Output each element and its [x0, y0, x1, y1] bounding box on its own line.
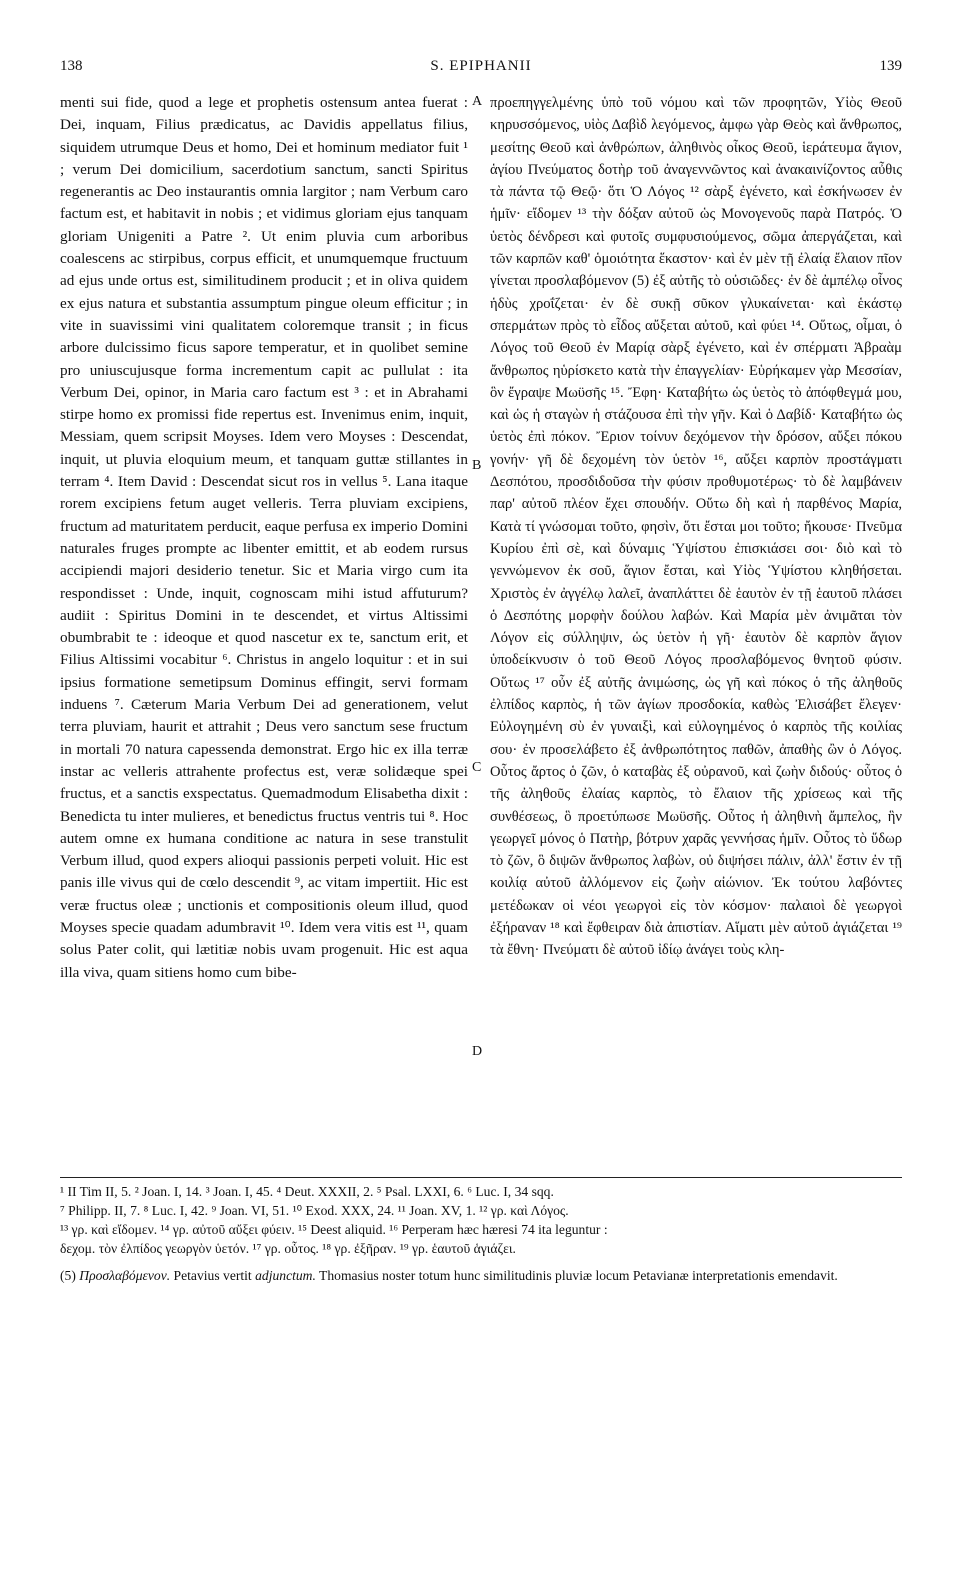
- footnote-line: ⁷ Philipp. II, 7. ⁸ Luc. I, 42. ⁹ Joan. VI, 51. ¹⁰ Exod. XXX, 24. ¹¹ Joan. XV, 1. ¹² γρ. καὶ Λόγος.: [60, 1203, 569, 1218]
- latin-text: menti sui fide, quod a lege et prophetis ostensum antea fuerat : Dei, inquam, Filius prædicatus, ac Davidis appellatus filius, siquidem utrumque Deus et homo, Dei et hominum mediator fuit ¹ ; verum Dei domicilium, sacerdotium sanctum, sancti Spiritus regenerantis ac Deo instaurantis omnia largitor ; nam Verbum caro factum est, et habitavit in nobis ; et vidimus gloriam ejus tanquam gloriam Unigeniti a Patre ². Ut enim pluvia cum arboribus coalescens ac stirpibus, corpus efficit, et unumquemque fructuum ad ejus unde ortus est, similitudinem producit ; et in oliva quidem ex ejus natura et substantia assumptum pingue oleum efficitur ; in vite in suavissimi vini qualitatem coloremque transit ; in ficus arbore dulcissimo ficus sapore temperatur, et in quolibet semine pro uniuscujusque forma incrementum capit ac pullulat : ita Verbum Dei, opinor, in Maria caro factum est ³ : et in Abrahami stirpe homo ex promissi fide repertus est. Invenimus enim, inquit, Messiam, quem scripsit Moyses. Idem vero Moyses : Descendat, inquit, ut pluvia eloquium meum, et tanquam guttæ stillantes in terram ⁴. Item David : Descendat sicut ros in vellus ⁵. Lana itaque rorem excipiens fetum auget velleris. Terra pluviam excipiens, fructum ad maturitatem perducit, eaque perfusa ex imperio Domini naturales fruges prompte ac libenter emittit, et ab eodem rursus accipiendi majori desiderio tenetur. Sic et Maria virgo cum ita respondisset : Unde, inquit, cognoscam mihi istud affuturum? audiit : Spiritus Domini in te descendet, et virtus Altissimi obumbrabit te : ideoque et quod nascetur ex te, sanctum erit, et Filius Altissimi vocabitur ⁶. Christus in angelo loquitur : et in sui ipsius formatione semetipsum Dominus effingit, servi formam induens ⁷. Cæterum Maria Verbum Dei ad generationem, velut terra pluviam, haurit et attrahit ; Deus vero sanctum sese fructum in mortali 70 natura capessenda demonstrat. Ergo hic ex illa terræ instar ac velleris attrahente profectus est, veræ solidæque spei fructus, et a sanctis exspectatus. Quemadmodum Elisabetha dixit : Benedicta tu inter mulieres, et benedictus fructus ventris tui ⁸. Hoc autem omne ex humana conditione ac natura in sese transtulit Verbum illud, quod expers alioqui passionis perpeti voluit. Hic est panis ille vivus qui de cœlo descendit ⁹, ac vitam impertiit. Hic est veræ fructus oleæ ; unctionis et compositionis oleum illud, quod Moyses specie quadam adumbravit ¹⁰. Idem vera vitis est ¹¹, quam solus Pater colit, qui lætitiæ nobis uvam progenuit. Hic est aqua illa viva, quam sitiens homo cum bibe-: [60, 94, 468, 981]
- note-text-2: Thomasius noster totum hunc similitudinis pluviæ locum Petavianæ interpretationis emendavit.: [315, 1268, 838, 1283]
- page-number-right: 139: [879, 58, 902, 74]
- running-title: S. EPIPHANII: [430, 58, 532, 74]
- note-term-2: adjunctum.: [255, 1268, 316, 1283]
- editorial-note: [60, 1266, 902, 1285]
- greek-text: προεπηγγελμένης ὑπὸ τοῦ νόμου καὶ τῶν προφητῶν, Υἱὸς Θεοῦ κηρυσσόμενος, υἱὸς Δαβὶδ λεγόμενος, ἀμφω γὰρ Θεὸς καὶ ἄνθρωπος, μεσίτης Θεοῦ καὶ ἀνθρώπων, ἀληθινὸς οἶκος Θεοῦ, ἱεράτευμα ἅγιον, ἁγίου Πνεύματος δοτὴρ τοῦ ἀναγεννῶντος καὶ ἀνακαινίζοντος αὖθις τὰ πάντα τῷ Θεῷ· ὅτι Ὁ Λόγος ¹² σὰρξ ἐγένετο, καὶ ἐσκήνωσεν ἐν ἡμῖν· εἴδομεν ¹³ τὴν δόξαν αὐτοῦ ὡς Μονογενοῦς παρὰ Πατρός. Ὁ ὑετὸς δένδρεσι καὶ φυτοῖς συμφυσιούμενος, σῶμα ἀπεργάζεται, καὶ τῶν καρπῶν καθ' ὁμοιότητα ἕκαστον· καὶ ἐν μὲν τῇ ἐλαίᾳ ἔλαιον πῖον γίνεται προσλαβόμενον (5) ἐξ αὐτῆς τὸ οὐσιῶδες· ἐν δὲ ἀμπέλῳ οἶνος ἡδὺς χροΐζεται· ἐν δὲ συκῇ σῦκον γλυκαίνεται· καὶ ἑκάστῳ σπερμάτων πρὸς τὸ εἶδος αὔξεται αὐτοῦ, καὶ φύει ¹⁴. Οὕτως, οἶμαι, ὁ Λόγος τοῦ Θεοῦ ἐν Μαρίᾳ σὰρξ ἐγένετο, καὶ ἐν σπέρματι Ἀβραὰμ ἄνθρωπος ηὑρίσκετο κατὰ τὴν ἐπαγγελίαν· Εὑρήκαμεν γὰρ Μεσσίαν, ὃν ἔγραψε Μωϋσῆς ¹⁵. Ἔφη· Καταβήτω ὡς ὑετὸς τὸ ἀπόφθεγμά μου, καὶ ὡς ἡ σταγὼν ἡ στάζουσα ἐπὶ τὴν γῆν. Καὶ ὁ Δαβίδ· Καταβήτω ὡς ὑετὸς ἐπὶ πόκον. Ἔριον τοίνυν δεχόμενον τὴν δρόσον, αὔξει πόκου γονήν· γῆ δὲ δεχομένη τὸν ὑετὸν ¹⁶, αὔξει καρπὸν προστάγματι Δεσπότου, προσδιδοῦσα τὴν φύσιν προθυμοτέρως· τὸ δὲ λαμβάνειν παρ' αὐτοῦ πλέον ἔχει σπουδήν. Οὕτω δὴ καὶ ἡ παρθένος Μαρία, Κατὰ τί γνώσομαι τοῦτο, φησὶν, ὅτι ἔσται μοι τοῦτο; ἤκουσε· Πνεῦμα Κυρίου ἐπὶ σὲ, καὶ δύναμις Ὑψίστου ἐπισκιάσει σοι· διὸ καὶ τὸ γεννώμενον ἐκ σοῦ, ἅγιον ἔσται, καὶ Υἱὸς Ὑψίστου κληθήσεται. Χριστὸς ἐν ἀγγέλῳ λαλεῖ, ἀναπλάττει δὲ ἑαυτὸν ἐν τῇ ἑαυτοῦ πλάσει ὁ Δεσπότης μορφὴν δούλου λαβών. Καὶ Μαρία μὲν ἀνιμᾶται τὸν Λόγον εἰς σύλληψιν, ὡς ὑετὸν ἡ γῆ· ἑαυτὸν δὲ καρπὸν ἅγιον ὑποδείκνυσιν ὁ τοῦ Θεοῦ Λόγος προσλαβόμενος θνητοῦ φύσιν. Οὕτως ¹⁷ οὖν ἐξ αὐτῆς ἀνιμώσης, ὡς γῆ καὶ πόκος ὁ τῆς ἀληθοῦς ἐλπίδος καρπὸς, ἡ τῶν ἁγίων προσδοκία, καθὼς Ἐλισάβετ ἔλεγεν· Εὐλογημένη σὺ ἐν γυναιξὶ, καὶ εὐλογημένος ὁ καρπὸς τῆς κοιλίας σου· ἐν προσελάβετο ἐξ ἀνθρωπότητος παθῶν, ἀπαθὴς ὢν ὁ Λόγος. Οὗτος ἄρτος ὁ ζῶν, ὁ καταβὰς ἐξ οὐρανοῦ, καὶ ζωὴν διδούς· οὗτος ὁ τῆς ἀληθοῦς ἐλαίας καρπὸς, τὸ ἔλαιον τῆς χρίσεως καὶ τῆς συνθέσεως, ὃ προετύπωσε Μωϋσῆς. Οὗτος ἡ ἀληθινὴ ἄμπελος, ἣν γεωργεῖ μόνος ὁ Πατὴρ, βότρυν χαρᾶς γεννήσας ἡμῖν. Οὗτος τὸ ὕδωρ τὸ ζῶν, ὃ διψῶν ἄνθρωπος λαβὼν, οὐ διψήσει πάλιν, ἀλλ' ἔστιν ἐν τῇ κοιλίᾳ αὐτοῦ ἀλλόμενον εἰς ζωὴν αἰώνιον. Ἐκ τούτου λαβόντες μετέδωκαν οἱ νέοι γεωργοὶ εἰς τὸν κόσμον· παλαιοὶ δὲ γεωργοὶ ἐξήραναν ¹⁸ καὶ ἔφθειραν διὰ ἀπιστίαν. Αἵματι μὲν αὐτοῦ ἁγιάζεται ¹⁹ τὰ ἔθνη· Πνεύματι δὲ αὐτοῦ ἰδίῳ ἀνάγει τοὺς κλη-: [490, 95, 902, 959]
- footnote-divider: [60, 1177, 902, 1178]
- footnote-line: ¹³ γρ. καὶ εἴδομεν. ¹⁴ γρ. αὐτοῦ αὔξει φύειν. ¹⁵ Deest aliquid. ¹⁶ Perperam hæc hæresi 74 ita leguntur :: [60, 1222, 608, 1237]
- note-text-1: Petavius vertit: [170, 1268, 256, 1283]
- footnote-line: δεχομ. τὸν ἐλπίδος γεωργὸν ὑετόν. ¹⁷ γρ. οὗτος. ¹⁸ γρ. ἐξῆραν. ¹⁹ γρ. ἑαυτοῦ ἁγιάζει.: [60, 1241, 516, 1256]
- page-number-left: 138: [60, 58, 83, 74]
- column-marker-b: B: [472, 458, 482, 473]
- column-marker-a: A: [472, 94, 483, 109]
- latin-column: [60, 92, 468, 1172]
- greek-column: [490, 92, 902, 1172]
- column-marker-d: D: [472, 1044, 483, 1059]
- column-marker-c: C: [472, 760, 482, 775]
- note-term: Προσλαβόμενον.: [79, 1268, 171, 1283]
- page-header: [60, 58, 902, 88]
- note-number: (5): [60, 1268, 76, 1283]
- footnotes: [60, 1182, 902, 1258]
- footnote-line: ¹ II Tim II, 5. ² Joan. I, 14. ³ Joan. I, 45. ⁴ Deut. XXXII, 2. ⁵ Psal. LXXI, 6. ⁶ Luc. I, 34 sqq.: [60, 1184, 554, 1199]
